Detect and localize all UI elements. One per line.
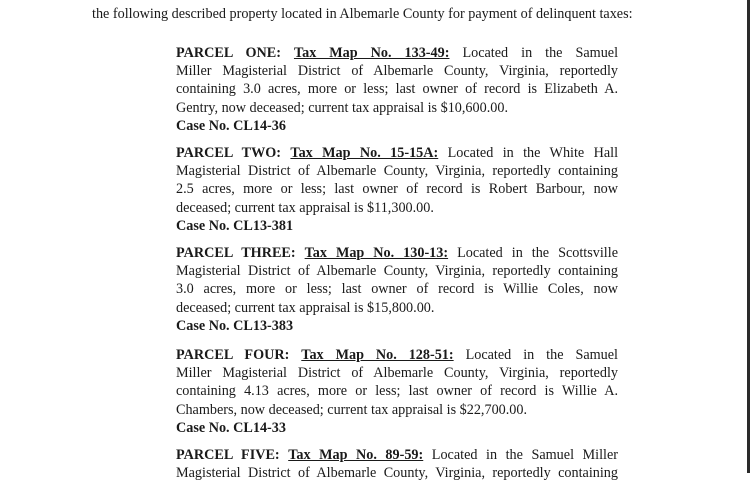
parcel-text-line: Chambers, now deceased; current tax appraisal is $22,700.00. — [176, 401, 528, 418]
parcel-text-line: Miller Magisterial District of Albemarle County, Virginia, reportedly — [176, 63, 618, 80]
tax-map-number: Tax Map No. 15-15A: — [290, 145, 439, 161]
parcel-text-line: Gentry, now deceased; current tax appraisal is $10,600.00. — [176, 99, 508, 116]
parcel-heading-line — [176, 446, 618, 464]
parcel-text-line: Miller Magisterial District of Albemarle County, Virginia, reportedly — [176, 365, 618, 382]
parcel-text-line: 2.5 acres, more or less; last owner of record is Robert Barbour, now — [176, 181, 618, 198]
parcel-text: Located in the Samuel Miller — [431, 447, 619, 463]
parcel-five — [176, 446, 618, 482]
parcel-text-line: Magisterial District of Albemarle County, Virginia, reportedly containing — [176, 465, 618, 482]
parcel-heading-line — [176, 346, 618, 364]
tax-map-number: Tax Map No. 130-13: — [304, 245, 449, 261]
parcel-heading-line — [176, 44, 618, 62]
parcel-text: Located in the Scottsville — [457, 245, 618, 261]
parcel-text-line: deceased; current tax appraisal is $11,300.00. — [176, 199, 434, 216]
parcel-three — [176, 244, 618, 335]
parcel-four — [176, 346, 618, 437]
parcel-text-line: containing 3.0 acres, more or less; last owner of record is Elizabeth A. — [176, 81, 618, 98]
parcel-text-line: 3.0 acres, more or less; last owner of record is Willie Coles, now — [176, 281, 618, 298]
parcel-text: Located in the Samuel — [465, 347, 618, 363]
parcel-text: Located in the White Hall — [447, 145, 619, 161]
parcel-text-line: containing 4.13 acres, more or less; last owner of record is Willie A. — [176, 383, 618, 400]
tax-map-number: Tax Map No. 133-49: — [293, 45, 450, 61]
tax-map-number: Tax Map No. 128-51: — [301, 347, 454, 363]
parcel-label: PARCEL ONE: — [176, 45, 281, 61]
parcel-text: Located in the Samuel — [462, 45, 619, 61]
intro-paragraph: the following described property located in Albemarle County for payment of delinquent taxes: — [92, 6, 633, 22]
parcel-label: PARCEL FOUR: — [176, 347, 290, 363]
parcel-label: PARCEL FIVE: — [176, 447, 280, 463]
case-number: Case No. CL13-383 — [176, 317, 294, 334]
parcel-heading-line — [176, 144, 618, 162]
case-number: Case No. CL14-36 — [176, 117, 286, 134]
parcel-one — [176, 44, 618, 135]
parcel-label: PARCEL THREE: — [176, 245, 296, 261]
parcel-text-line: Magisterial District of Albemarle County, Virginia, reportedly containing — [176, 263, 618, 280]
parcel-heading-line — [176, 244, 618, 262]
tax-map-number: Tax Map No. 89-59: — [288, 447, 424, 463]
parcel-text-line: deceased; current tax appraisal is $15,800.00. — [176, 299, 435, 316]
parcel-label: PARCEL TWO: — [176, 145, 282, 161]
parcel-text-line: Magisterial District of Albemarle County, Virginia, reportedly containing — [176, 163, 618, 180]
parcel-two — [176, 144, 618, 235]
case-number: Case No. CL14-33 — [176, 419, 286, 436]
case-number: Case No. CL13-381 — [176, 217, 294, 234]
